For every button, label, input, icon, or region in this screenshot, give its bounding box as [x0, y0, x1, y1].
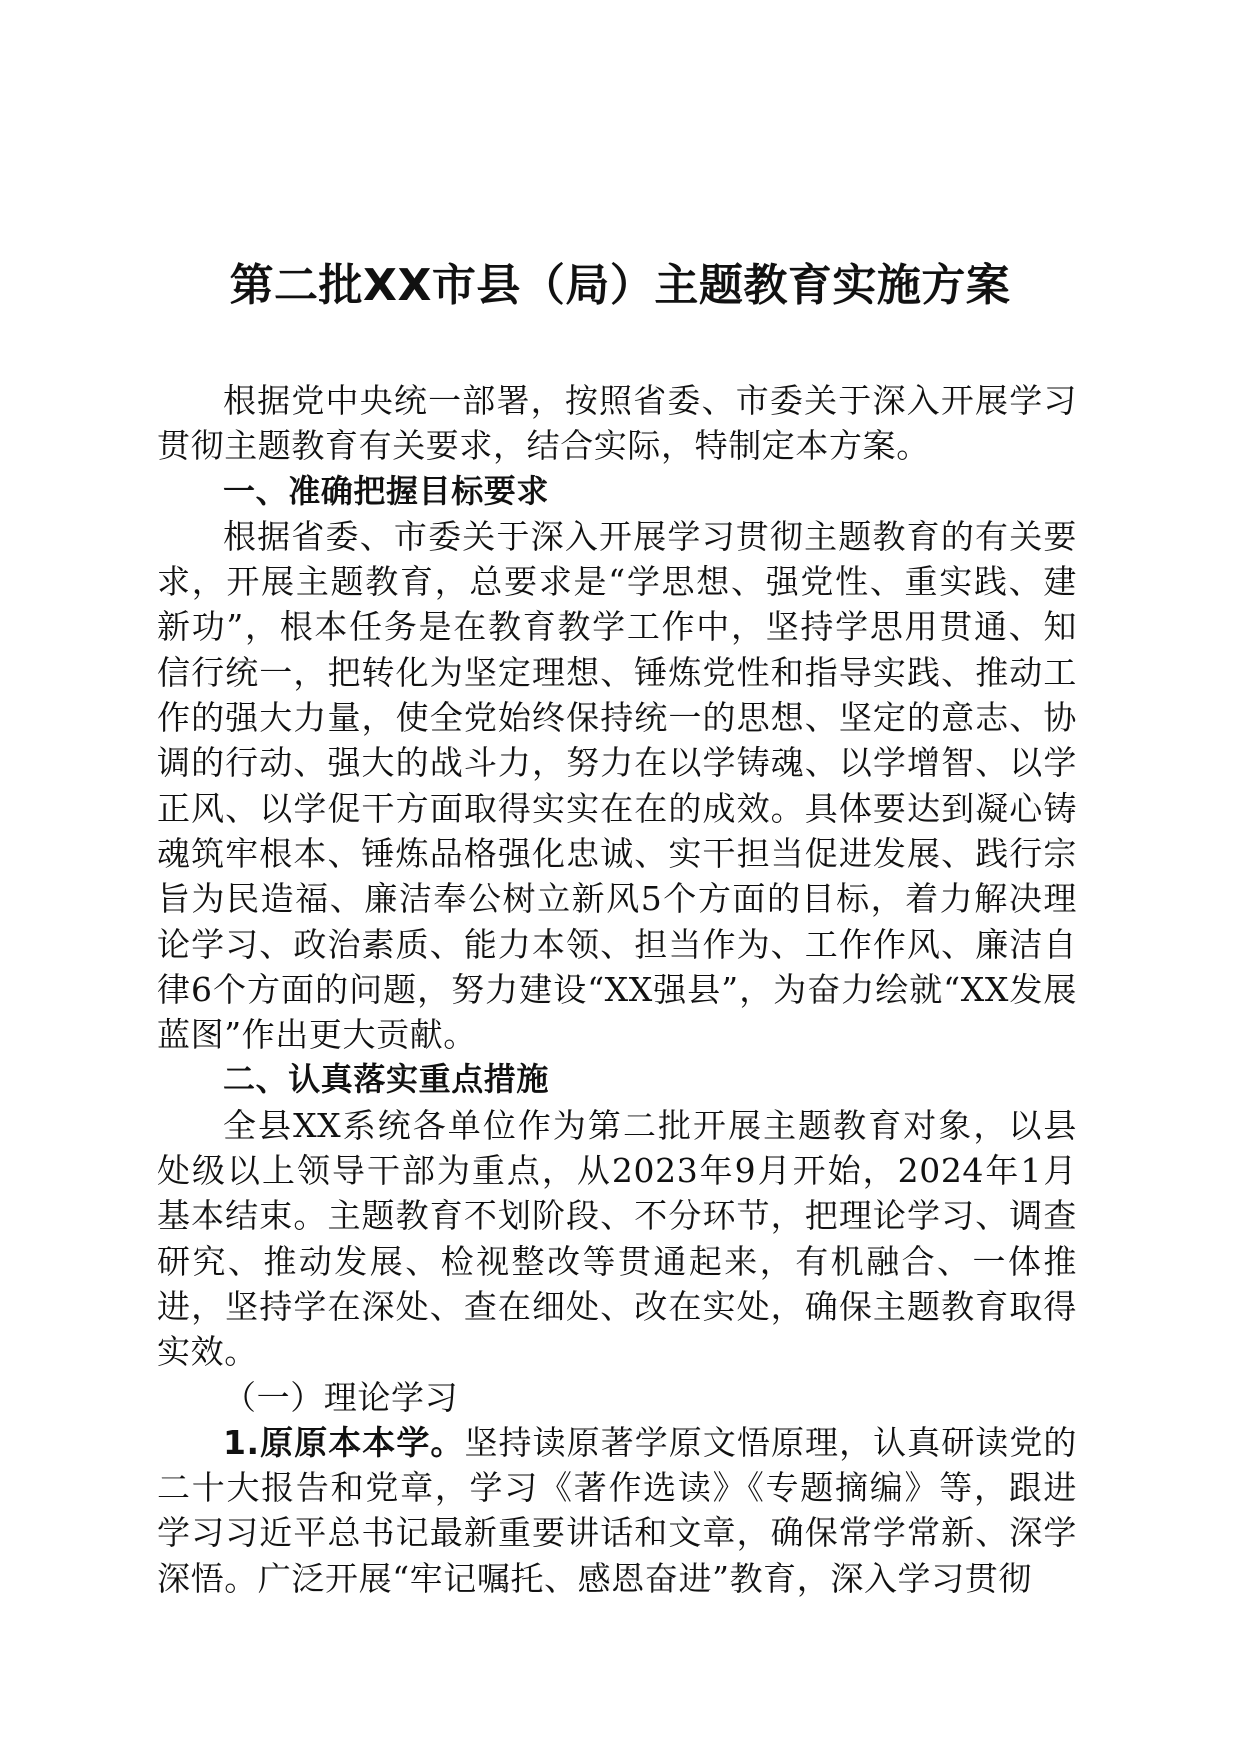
item-1-lead: 1.原原本本学。	[223, 1422, 465, 1462]
item-1-text: 坚持读原著学原文悟原理，认真研读党的二十大报告和党章，学习《著作选读》《专题摘编》等，跟进学习习近平总书记最新重要讲话和文章，确保常学常新、深学深悟。广泛开展“牢记嘱托、感恩奋进”教育，深入学习贯彻	[157, 1422, 1077, 1598]
document-body	[157, 378, 1077, 1601]
section-2-heading: 二、认真落实重点措施	[223, 1060, 550, 1099]
section-2-paragraph: 全县XX系统各单位作为第二批开展主题教育对象，以县处级以上领导干部为重点，从2023年9月开始，2024年1月基本结束。主题教育不划阶段、不分环节，把理论学习、调查研究、推动发展、检视整改等贯通起来，有机融合、一体推进，坚持学在深处、查在细处、改在实处，确保主题教育取得实效。	[157, 1105, 1077, 1372]
intro-paragraph: 根据党中央统一部署，按照省委、市委关于深入开展学习贯彻主题教育有关要求，结合实际，特制定本方案。	[157, 381, 1077, 466]
section-1-paragraph: 根据省委、市委关于深入开展学习贯彻主题教育的有关要求，开展主题教育，总要求是“学思想、强党性、重实践、建新功”，根本任务是在教育教学工作中，坚持学思用贯通、知信行统一，把转化为坚定理想、锤炼党性和指导实践、推动工作的强大力量，使全党始终保持统一的思想、坚定的意志、协调的行动、强大的战斗力，努力在以学铸魂、以学增智、以学正风、以学促干方面取得实实在在的成效。具体要达到凝心铸魂筑牢根本、锤炼品格强化忠诚、实干担当促进发展、践行宗旨为民造福、廉洁奉公树立新风5个方面的目标，着力解决理论学习、政治素质、能力本领、担当作为、工作作风、廉洁自律6个方面的问题，努力建设“XX强县”，为奋力绘就“XX发展蓝图”作出更大贡献。	[157, 516, 1077, 1055]
section-1-heading: 一、准确把握目标要求	[223, 471, 550, 510]
item-1-paragraph	[157, 1420, 1077, 1601]
subsection-1-heading: （一）理论学习	[223, 1377, 459, 1417]
document-title: 第二批XX市县（局）主题教育实施方案	[229, 260, 1011, 311]
